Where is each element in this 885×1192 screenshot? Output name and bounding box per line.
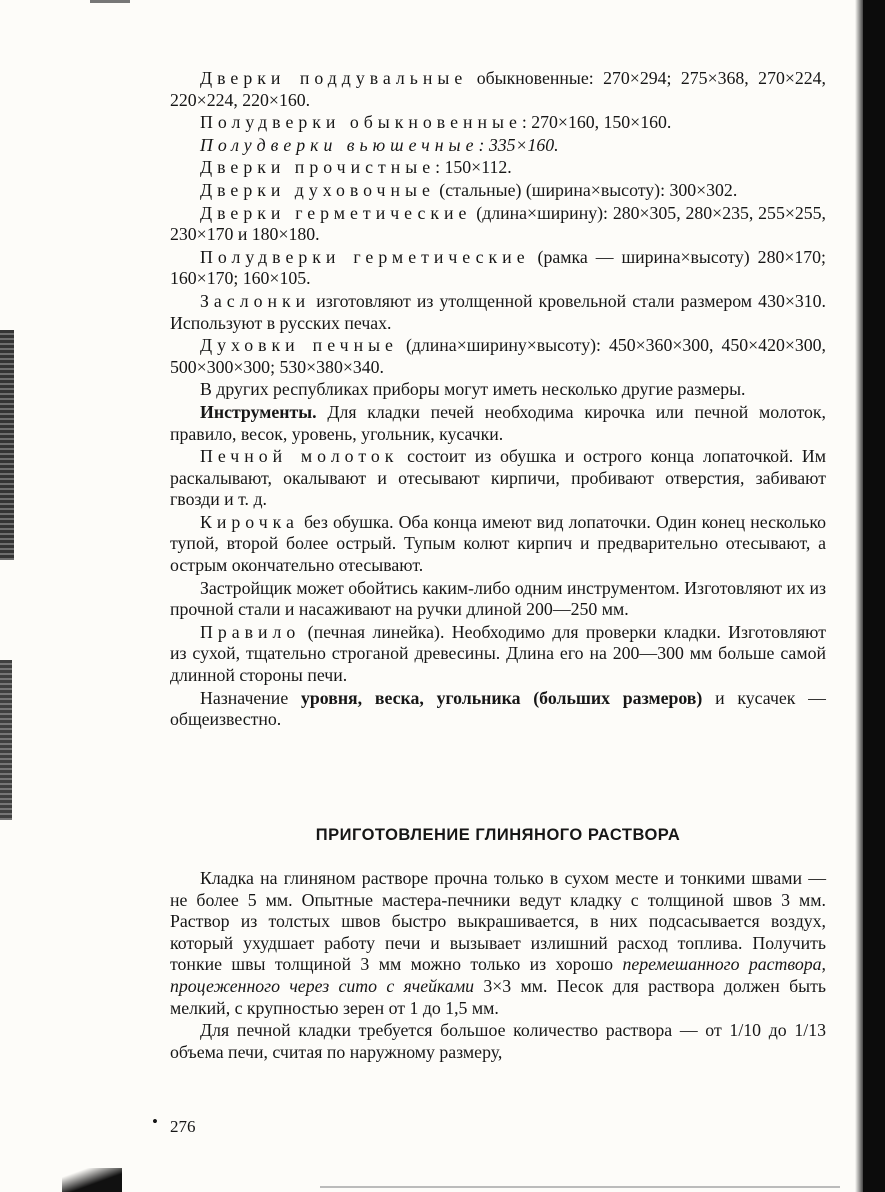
paragraph-dlya-pechnoi-kladki [170, 1020, 826, 1063]
text: обыкновенные: 270×294; 275×368, 270×224, 220×224, 220×160. [170, 68, 827, 110]
top-text-block [170, 68, 826, 731]
text: В других республиках приборы могут иметь несколько другие размеры. [200, 379, 746, 400]
text: изготовляют из утолщенной кровельной стали размером 430×310. Используют в русских печах. [170, 290, 826, 333]
scan-artifact-left-lower [0, 660, 12, 820]
term: Заслонки [200, 290, 311, 311]
bottom-text-block [170, 868, 826, 1063]
paragraph-instrumenty [170, 402, 826, 445]
term: Правило [200, 621, 301, 642]
text: : 150×112. [435, 157, 512, 178]
paragraph-dverki-prochistnye [170, 157, 826, 179]
paragraph-zastroishchik [170, 578, 826, 621]
paragraph-dverki-poddyvalnye [170, 68, 826, 111]
page-bullet: • [152, 1112, 158, 1131]
term: Кирочка [200, 511, 299, 532]
term: Полудверки герметические [200, 246, 530, 267]
text: состоит из обушка и острого конца лопаточкой. Им раскалывают, окалывают и отесывают кирпичи, пробивают отверстия, забивают гвозди и т. д. [170, 446, 827, 510]
paragraph-dverki-germeticheskie [170, 203, 826, 246]
paragraph-poludverki-obyknovennye [170, 112, 826, 134]
paragraph-pravilo [170, 622, 826, 687]
paragraph-zaslonki [170, 291, 826, 334]
paragraph-poludverki-vyushechnye [170, 135, 826, 157]
paragraph-dverki-duhovochnye [170, 180, 826, 202]
text-italic: перемешанного раствора, процеженного через сито с ячейками [170, 954, 826, 996]
paragraph-kirochka [170, 512, 826, 577]
term: Полудверки вьюшечные [200, 134, 479, 155]
text: : 335×160. [478, 134, 559, 155]
scan-artifact-top [90, 0, 130, 3]
term: Дверки прочистные [200, 157, 436, 178]
paragraph-kladka-na-glinyanom [170, 868, 826, 1019]
text: 3×3 мм. Песок для раствора должен быть мелкий, с крупностью зерен от 1 до 1,5 мм. [170, 975, 826, 1018]
text: до [761, 1020, 795, 1041]
paragraph-duhovki-pechnye [170, 335, 826, 378]
text: Для кладки печей необходима кирочка или печной молоток, правило, весок, уровень, угольник, кусачки. [170, 401, 826, 444]
page-number: 276 [170, 1117, 196, 1136]
term: Инструменты. [200, 401, 317, 422]
paragraph-poludverki-germeticheskie [170, 247, 826, 290]
term: уровня, веска, угольника (больших размеров) [300, 687, 703, 708]
text: Назначение [200, 687, 301, 708]
text: Застройщик может обойтись каким-либо одним инструментом. Изготовляют их из прочной стали и насаживают на ручки длиной 200—250 мм. [170, 577, 826, 620]
text: (печная линейка). Необходимо для проверки кладки. Изготовляют из сухой, тщательно строганой древесины. Длина его на 200—300 мм больше самой длинной стороны печи. [170, 621, 826, 686]
paragraph-drugie-respubliki [170, 379, 826, 401]
paragraph-naznachenie [170, 688, 826, 731]
text: (длина×ширину×высоту): 450×360×300, 450×420×300, 500×300×300; 530×380×340. [170, 335, 826, 377]
term: Полудверки обыкновенные [200, 112, 522, 133]
text: без обушка. Оба конца имеют вид лопаточки. Один конец несколько тупой, второй более острый. Тупым колют кирпич и предварительно отесывают, а острым окончательно отесывают. [170, 511, 826, 576]
text: (рамка — ширина×высоту) 280×170; 160×170; 160×105. [170, 246, 826, 289]
term: Дверки герметические [200, 202, 472, 223]
scan-spine-edge [855, 0, 863, 1192]
paragraph-pechnoi-molotok [170, 446, 826, 511]
scan-artifact-bottom-line [320, 1186, 840, 1188]
term: Духовки печные [200, 335, 398, 356]
section-heading: ПРИГОТОВЛЕНИЕ ГЛИНЯНОГО РАСТВОРА [315, 826, 681, 844]
text: Кладка на глиняном растворе прочна только в сухом месте и тонкими швами — не более 5 мм. Опытные мастера-печники ведут кладку с толщиной швов 3 мм. Раствор из толстых швов быстро выкрашивается, в них подсасывается воздух, который ухудшает работу печи и вызывает излишний расход топлива. Получить тонкие швы толщиной 3 мм можно только из хорошо [170, 868, 826, 975]
scan-artifact-left-upper [0, 330, 14, 560]
text: (стальные) (ширина×высоту): 300×302. [434, 179, 738, 200]
scan-spine-shadow [863, 0, 885, 1192]
fraction: 1/13 [794, 1020, 826, 1041]
scan-artifact-bottom-left [62, 1168, 122, 1192]
text: (длина×ширину): 280×305, 280×235, 255×255, 230×170 и 180×180. [170, 202, 826, 245]
term: Печной молоток [200, 446, 399, 467]
text: объема печи, считая по наружному размеру, [170, 1041, 503, 1062]
term: Дверки духовочные [200, 179, 435, 200]
fraction: 1/10 [729, 1020, 762, 1041]
text: и кусачек — общеизвестно. [170, 687, 826, 730]
text: Для печной кладки требуется большое количество раствора — от [200, 1020, 730, 1041]
text: : 270×160, 150×160. [521, 112, 672, 133]
term: Дверки поддувальные [200, 68, 468, 88]
